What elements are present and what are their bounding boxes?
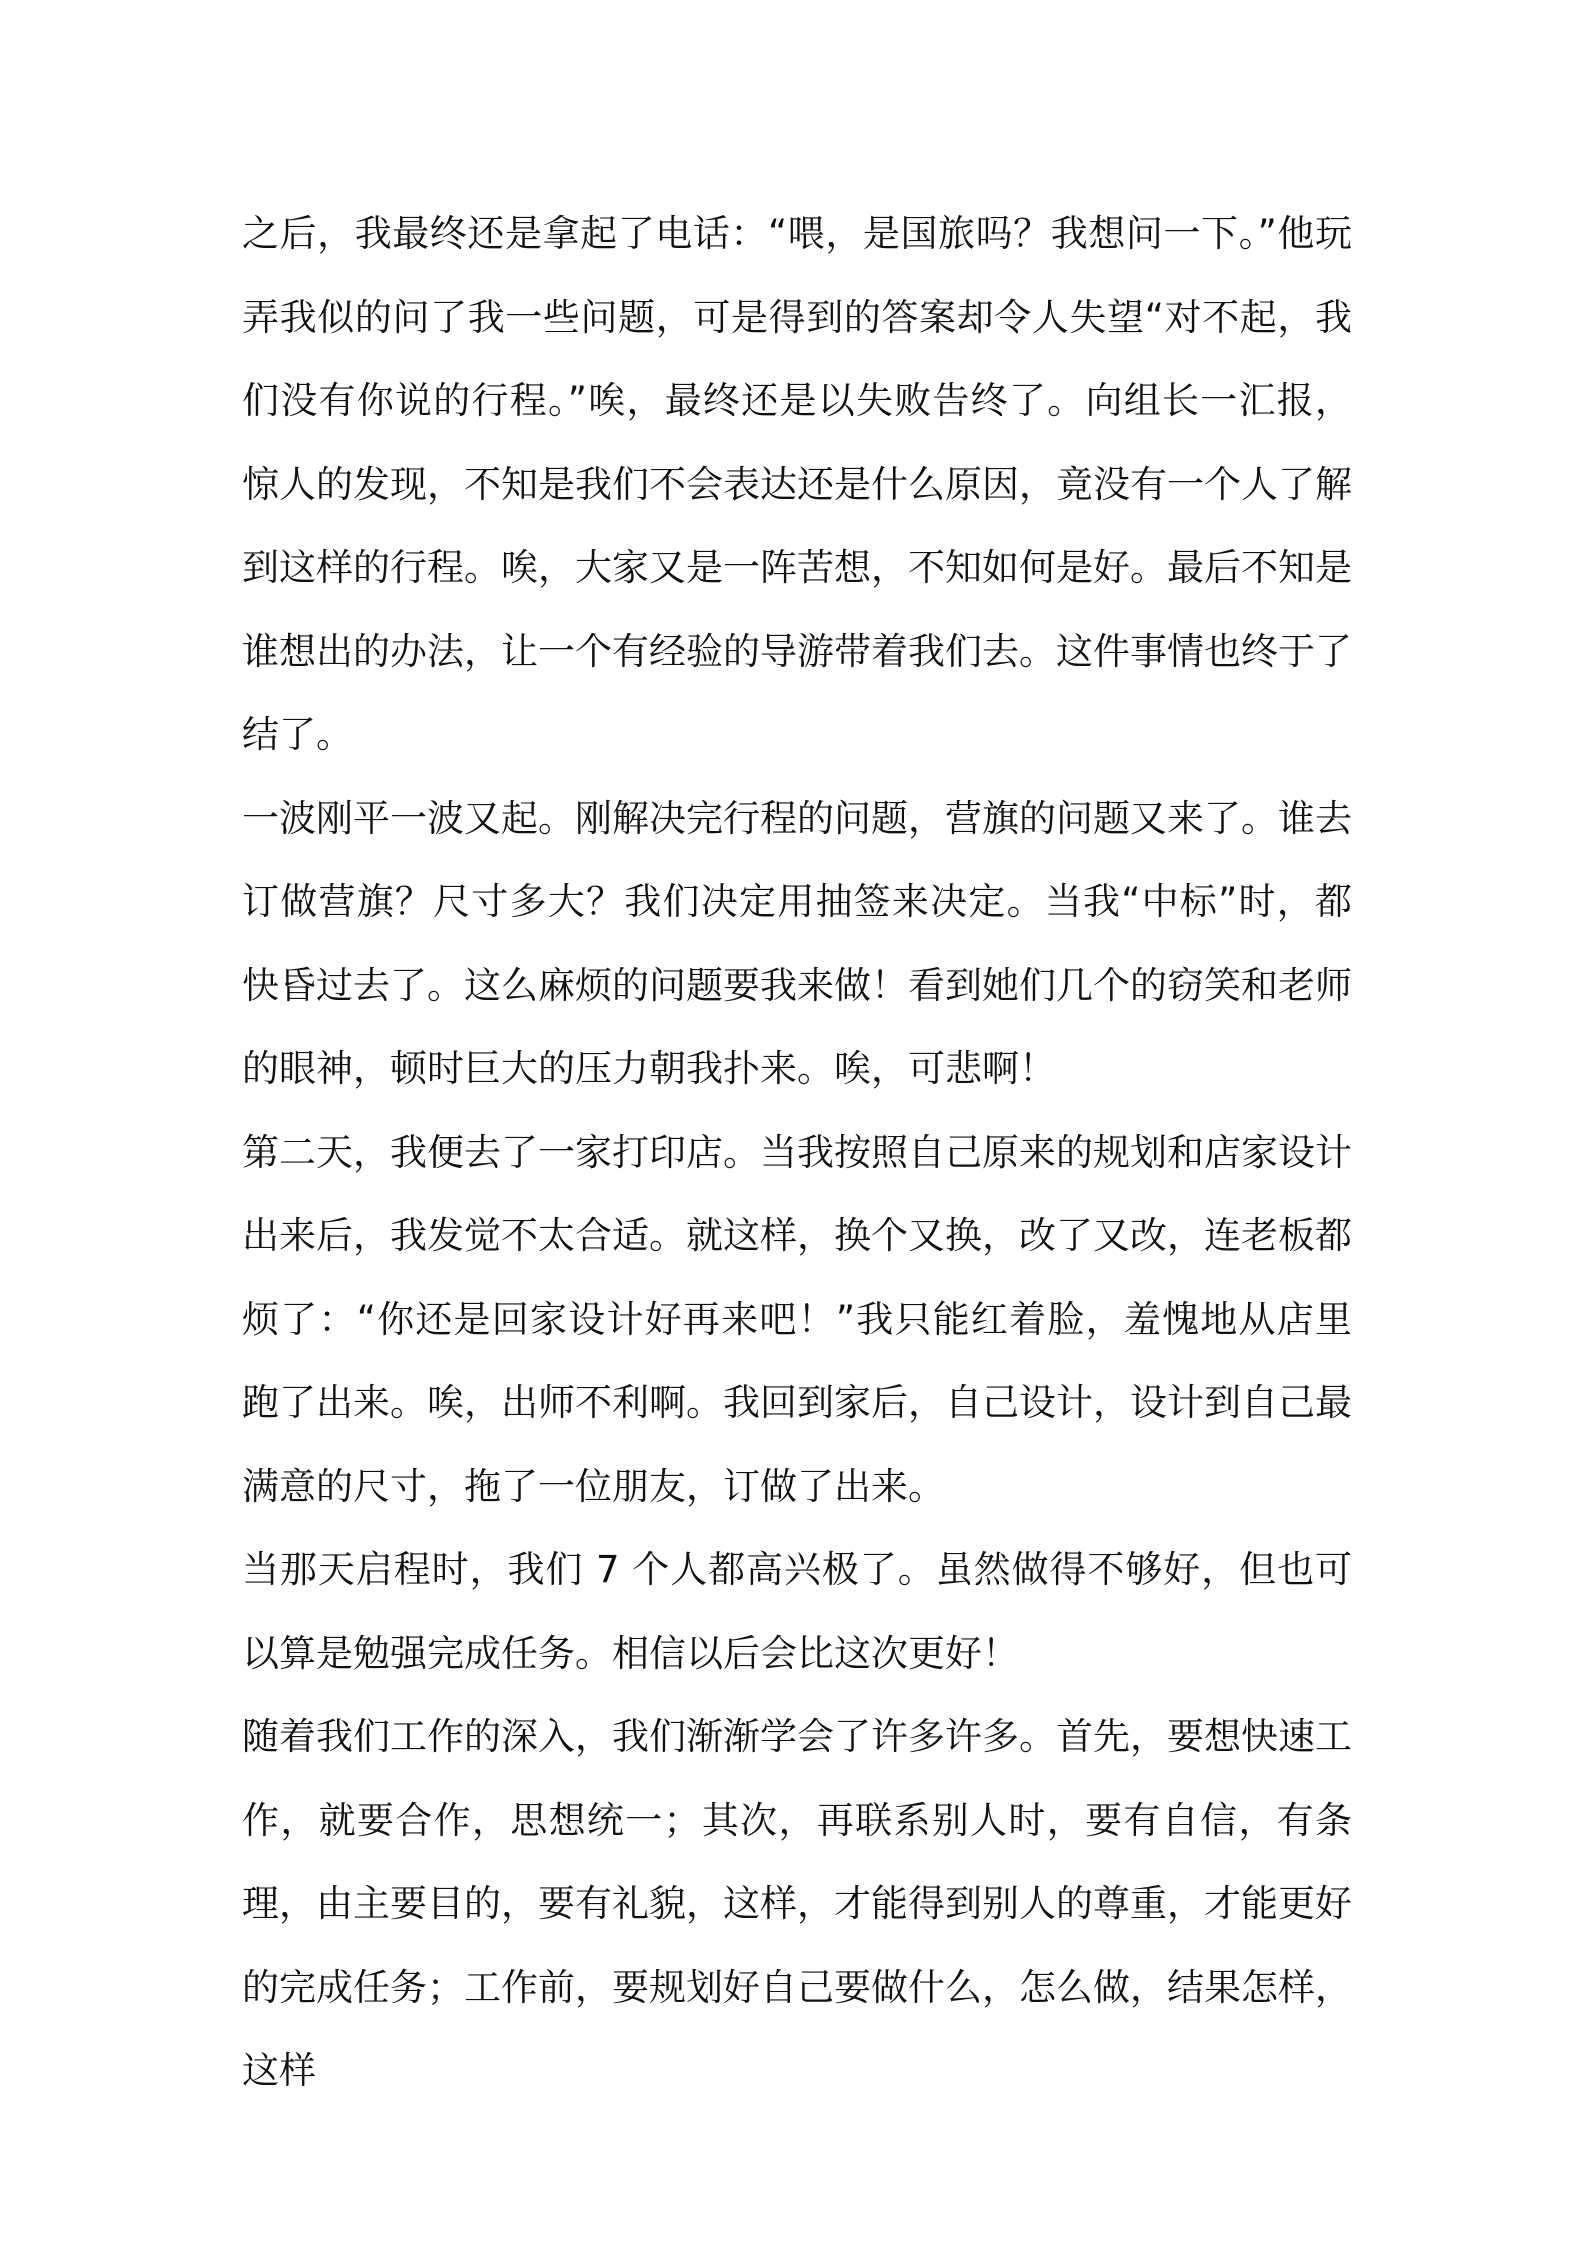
paragraph-5: 随着我们工作的深入，我们渐渐学会了许多许多。首先，要想快速工作，就要合作，思想统一；其次，再联系别人时，要有自信，有条理，由主要目的，要有礼貌，这样，才能得到别人的尊重，才能更好的完成任务；工作前，要规划好自己要做什么，怎么做，结果怎样，这样 <box>242 1715 1352 2092</box>
body-text <box>242 192 1352 2113</box>
paragraph-2: 一波刚平一波又起。刚解决完行程的问题，营旗的问题又来了。谁去订做营旗？尺寸多大？我们决定用抽签来决定。当我“中标”时，都快昏过去了。这么麻烦的问题要我来做！看到她们几个的窃笑和老师的眼神，顿时巨大的压力朝我扑来。唉，可悲啊！ <box>242 796 1352 1090</box>
paragraph-3: 第二天，我便去了一家打印店。当我按照自己原来的规划和店家设计出来后，我发觉不太合适。就这样，换个又换，改了又改，连老板都烦了：“你还是回家设计好再来吧！”我只能红着脸，羞愧地从店里跑了出来。唉，出师不利啊。我回到家后，自己设计，设计到自己最满意的尺寸，拖了一位朋友，订做了出来。 <box>242 1130 1352 1508</box>
paragraph-4: 当那天启程时，我们 7 个人都高兴极了。虽然做得不够好，但也可以算是勉强完成任务。相信以后会比这次更好！ <box>242 1548 1352 1675</box>
paragraph-1: 之后，我最终还是拿起了电话：“喂，是国旅吗？我想问一下。”他玩弄我似的问了我一些问题，可是得到的答案却令人失望“对不起，我们没有你说的行程。”唉，最终还是以失败告终了。向组长一汇报，惊人的发现，不知是我们不会表达还是什么原因，竟没有一个人了解到这样的行程。唉，大家又是一阵苦想，不知如何是好。最后不知是谁想出的办法，让一个有经验的导游带着我们去。这件事情也终于了结了。 <box>242 212 1352 756</box>
